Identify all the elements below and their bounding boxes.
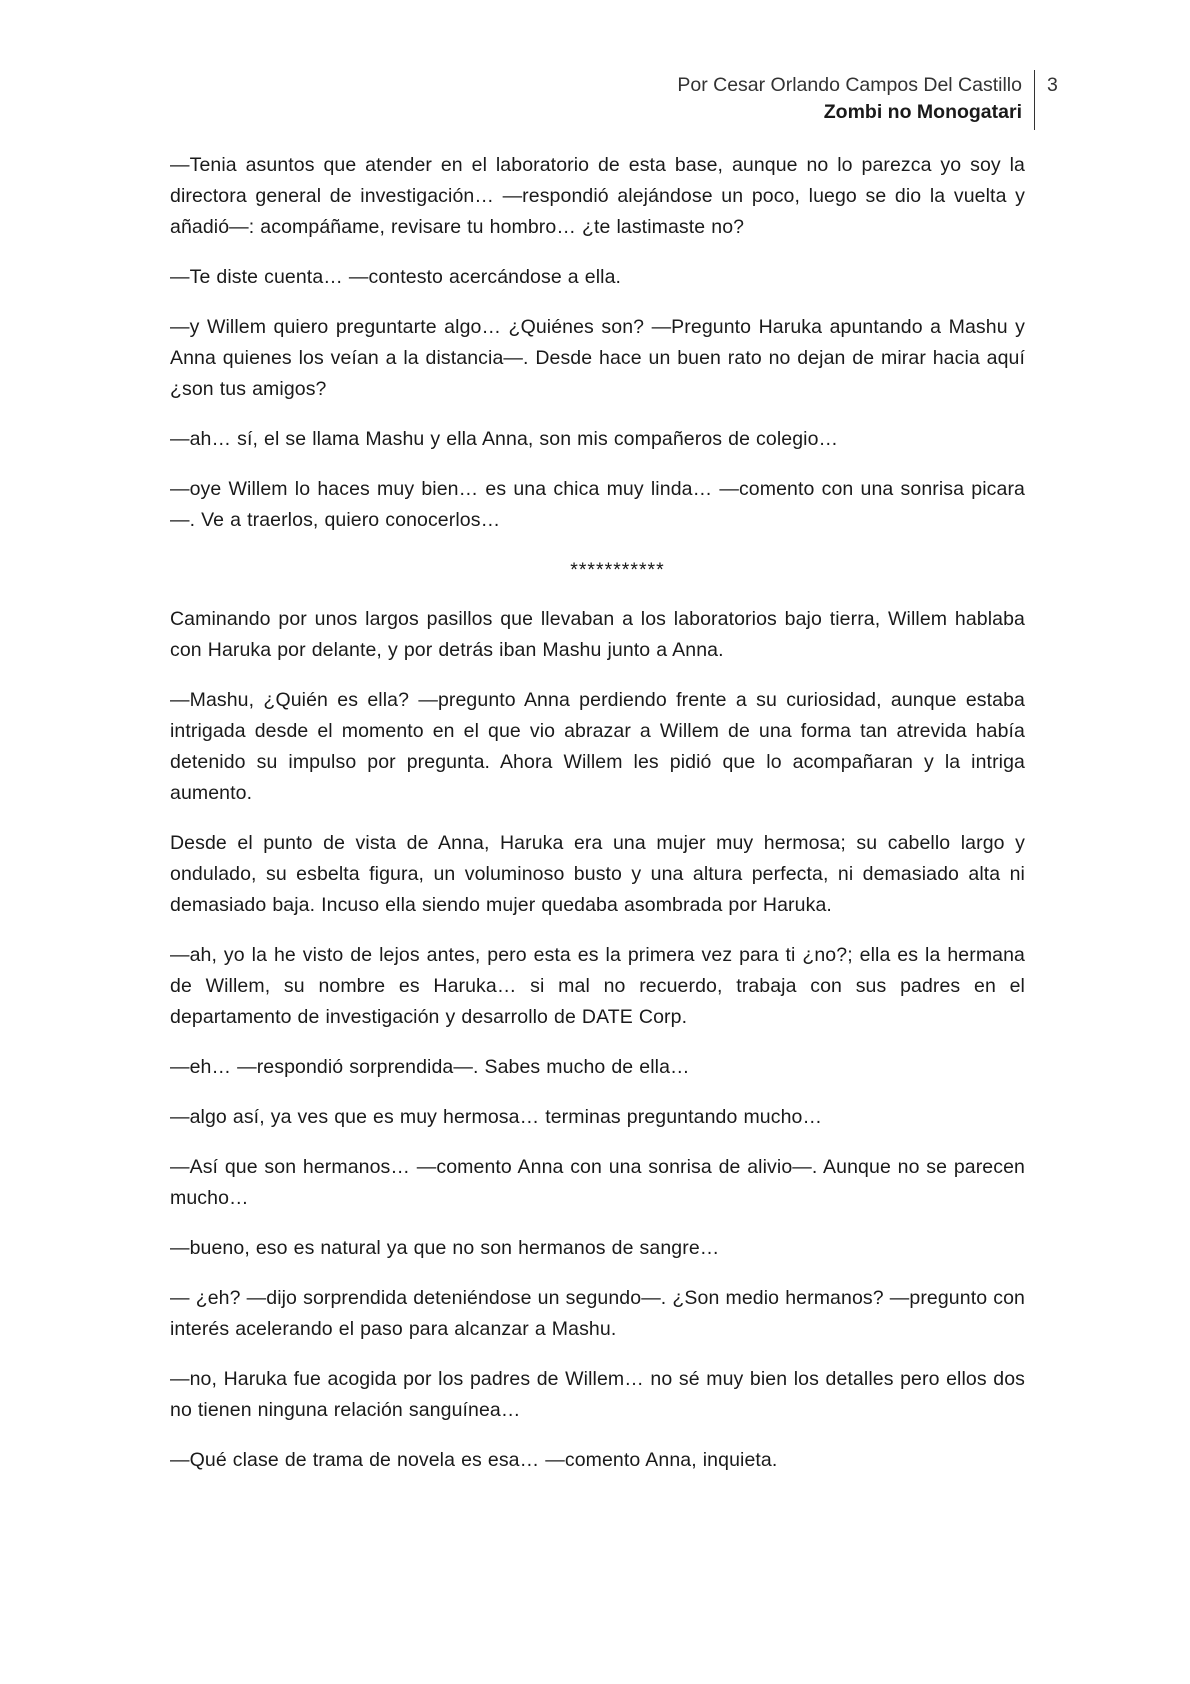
scene-separator: *********** (570, 559, 665, 581)
paragraph: —oye Willem lo haces muy bien… es una chica muy linda… —comento con una sonrisa picara—. Ve a traerlos, quiero conocerlos… (170, 478, 1025, 531)
page-body (170, 150, 1025, 1495)
paragraph: —algo así, ya ves que es muy hermosa… terminas preguntando mucho… (170, 1106, 823, 1128)
paragraph: Desde el punto de vista de Anna, Haruka era una mujer muy hermosa; su cabello largo y ondulado, su esbelta figura, un voluminoso busto y una altura perfecta, ni demasiado alta ni demasiado baja. Incuso ella siendo mujer quedaba asombrada por Haruka. (170, 832, 1025, 916)
paragraph: — ¿eh? —dijo sorprendida deteniéndose un segundo—. ¿Son medio hermanos? —pregunto con interés acelerando el paso para alcanzar a Mashu. (170, 1287, 1025, 1340)
header-book-title: Zombi no Monogatari (823, 101, 1022, 123)
paragraph: —Qué clase de trama de novela es esa… —comento Anna, inquieta. (170, 1449, 778, 1471)
paragraph: —bueno, eso es natural ya que no son hermanos de sangre… (170, 1237, 720, 1259)
paragraph: —Así que son hermanos… —comento Anna con una sonrisa de alivio—. Aunque no se parecen mucho… (170, 1156, 1025, 1209)
page-header (677, 70, 1035, 130)
paragraph: —Mashu, ¿Quién es ella? —pregunto Anna perdiendo frente a su curiosidad, aunque estaba intrigada desde el momento en el que vio abrazar a Willem de una forma tan atrevida había detenido su impulso por pregunta. Ahora Willem les pidió que lo acompañaran y la intriga aumento. (170, 689, 1025, 804)
paragraph: —Tenia asuntos que atender en el laboratorio de esta base, aunque no lo parezca yo soy la directora general de investigación… —respondió alejándose un poco, luego se dio la vuelta y añadió—: acompáñame, revisare tu hombro… ¿te lastimaste no? (170, 154, 1025, 238)
paragraph: —eh… —respondió sorprendida—. Sabes mucho de ella… (170, 1056, 690, 1078)
paragraph: —ah, yo la he visto de lejos antes, pero esta es la primera vez para ti ¿no?; ella es la hermana de Willem, su nombre es Haruka… si mal no recuerdo, trabaja con sus padres en el departamento de investigación y desarrollo de DATE Corp. (170, 944, 1025, 1028)
paragraph: —no, Haruka fue acogida por los padres de Willem… no sé muy bien los detalles pero ellos dos no tienen ninguna relación sanguínea… (170, 1368, 1025, 1421)
paragraph: Caminando por unos largos pasillos que llevaban a los laboratorios bajo tierra, Willem hablaba con Haruka por delante, y por detrás iban Mashu junto a Anna. (170, 608, 1025, 661)
paragraph: —Te diste cuenta… —contesto acercándose a ella. (170, 266, 622, 288)
paragraph: —ah… sí, el se llama Mashu y ella Anna, son mis compañeros de colegio… (170, 428, 839, 450)
paragraph: —y Willem quiero preguntarte algo… ¿Quiénes son? —Pregunto Haruka apuntando a Mashu y Anna quienes los veían a la distancia—. Desde hace un buen rato no dejan de mirar hacia aquí ¿son tus amigos? (170, 316, 1025, 400)
header-author: Por Cesar Orlando Campos Del Castillo (677, 74, 1022, 96)
page-number: 3 (1047, 74, 1058, 96)
